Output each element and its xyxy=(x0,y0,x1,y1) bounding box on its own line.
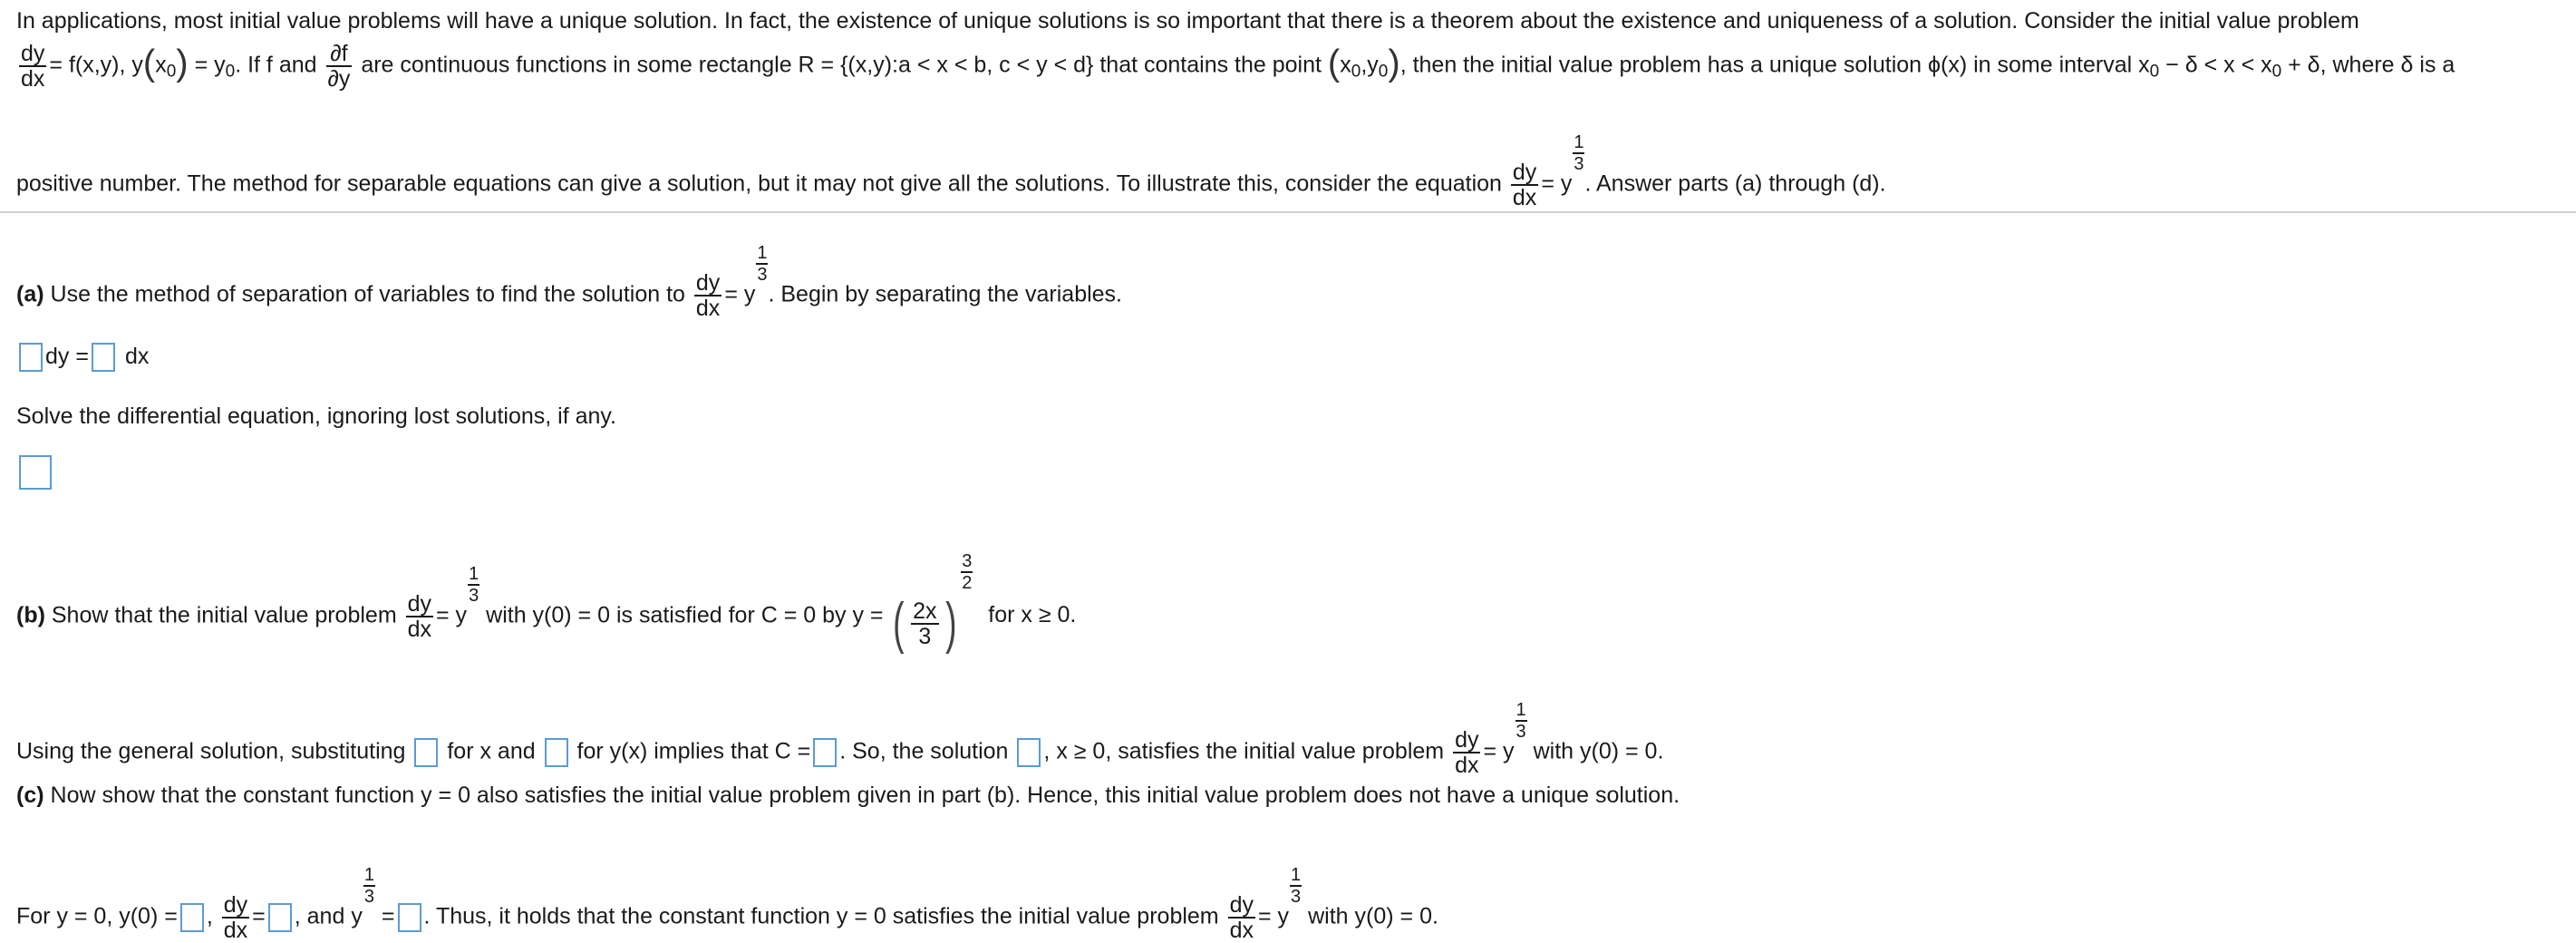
exponent-one-third: $\frac{1}{3}$ xyxy=(1291,865,1302,907)
part-a-separation-row: dy = dx xyxy=(16,343,149,372)
dy-dx-fraction: $\frac{dy}{dx}$ xyxy=(223,891,248,943)
partial-fraction: $\frac{\partial f}{\partial y}$ xyxy=(327,41,351,92)
solution-input[interactable] xyxy=(1017,738,1041,767)
constant-c-input[interactable] xyxy=(813,738,837,767)
intro-line-3: positive number. The method for separable equations can give a solution, but it may not give all the solutions. To illustrate this, consider the equation $\frac{dy}{dx}$ = y $\frac{1}{3}$ . Answer parts (a) through (d). xyxy=(16,132,1886,210)
section-divider xyxy=(0,211,2576,213)
y0-value-input[interactable] xyxy=(180,903,204,932)
exponent-one-third: $\frac{1}{3}$ xyxy=(757,243,768,285)
dy-dx-fraction: $\frac{dy}{dx}$ xyxy=(1512,159,1537,210)
part-b-question: (b) Show that the initial value problem $\frac{dy}{dx}$ = y $\frac{1}{3}$ with y(0) = 0 is satisfied for C = 0 by y = ( $\frac{2x}{3}$ ) $\frac{3}{2}$ for x ≥ 0. xyxy=(16,551,1077,656)
intro-line-2: $\frac{dy}{dx}$ = f(x,y), $y(x_0) = y_0$. If f and $\frac{\partial f}{\partial y}$ are continuous functions in some rectangle R = {(x,y):a < x < b, c < y < d} that contains the point $(x_0,y_0)$, then the initial value problem has a unique solution ϕ(x) in some interval $x_0 - \delta < x < x_0 + \delta$, where δ is a xyxy=(21,41,2455,92)
separated-y-side-input[interactable] xyxy=(19,343,43,372)
dy-dx-fraction: $\frac{dy}{dx}$ xyxy=(695,269,721,321)
part-c-verification-row: For y = 0, y(0) = , $\frac{dy}{dx}$ = , and y $\frac{1}{3}$ = . Thus, it holds that the constant function y = 0 satisfies the initial value problem $\frac{dy}{dx}$ = y $\frac{1}{3}$ with y(0) = 0. xyxy=(16,865,1438,943)
exponent-one-third: $\frac{1}{3}$ xyxy=(469,564,479,606)
dy-dx-fraction: $\frac{dy}{dx}$ xyxy=(1229,891,1254,943)
part-a-question: (a) Use the method of separation of variables to find the solution to $\frac{dy}{dx}$ = y $\frac{1}{3}$ . Begin by separating the variables. xyxy=(16,243,1122,321)
part-a-solve-instruction: Solve the differential equation, ignoring lost solutions, if any. xyxy=(16,403,616,429)
dy-dx-fraction: $\frac{dy}{dx}$ xyxy=(407,590,432,642)
exponent-one-third: $\frac{1}{3}$ xyxy=(1516,700,1526,742)
dy-dx-fraction: $\frac{dy}{dx}$ xyxy=(1455,726,1479,778)
cube-root-value-input[interactable] xyxy=(398,903,421,932)
exponent-one-third: $\frac{1}{3}$ xyxy=(1574,132,1584,174)
part-a-solution-row xyxy=(16,455,54,490)
part-b-verification-row: Using the general solution, substituting for x and for y(x) implies that C = . So, the solution , x ≥ 0, satisfies the initial value problem $\frac{dy}{dx}$ = y $\frac{1}{3}$ with y(0) = 0. xyxy=(16,700,1664,778)
substitute-y-input[interactable] xyxy=(545,738,568,767)
intro-line-1 xyxy=(16,7,2359,34)
derivative-value-input[interactable] xyxy=(268,903,292,932)
dy-dx-fraction: $\frac{dy}{dx}$ xyxy=(21,41,45,92)
exponent-one-third: $\frac{1}{3}$ xyxy=(363,865,374,907)
intro-text: In applications, most initial value problems will have a unique solution. In fact, the existence of unique solutions is so important that there is a theorem about the existence and uniqueness of a solution. Consider the initial value problem xyxy=(16,8,2359,34)
general-solution-input[interactable] xyxy=(19,455,52,490)
part-c-question: (c) Now show that the constant function y = 0 also satisfies the initial value problem given in part (b). Hence, this initial value problem does not have a unique solution. xyxy=(16,783,1680,808)
separated-x-side-input[interactable] xyxy=(92,343,115,372)
particular-solution-expression: ( $\frac{2x}{3}$ ) $\frac{3}{2}$ xyxy=(893,551,973,656)
substitute-x-input[interactable] xyxy=(414,738,438,767)
